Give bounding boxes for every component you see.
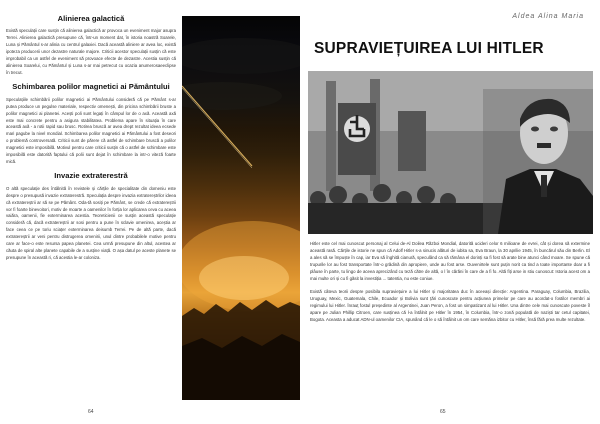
right-page xyxy=(300,0,600,424)
sky-cloud xyxy=(182,38,300,74)
eye-left xyxy=(531,127,539,132)
paragraph-alien-invasion: O altă speculație des întâlnită în revistele și cărțile de specialitate din domeniu este despre o presupusă invazie extraterestră. Speculația despre invazia extratereștrilor ideea că extratereștrii ar să se pe Pământ. Oda-tă sosiți pe Pământ, se crede că extratereștrii vor fi foarte binevoitori, motiv de moarte a oamenilor în forția lor aplicarea ceva cu aceea vaiăra, oamenii, fie exterminarea acestia. Teoreticienii ce susțin această speculație consideră că, dacă extratereștrii ar sosi pentru a pune în sclavie omenirea, aceștia ar face ceea ce pe toriu sciațer exterminarea deisumb Terrei. Pe de altă parte, dacă extratereștrii ar veni pentru distrugerea omenirii, unul dintre probabilele motive pentru care ar face-o este resursa papea planetei. Cea urmă presupune din altul, acestea ar căuta de spiral alte planete capabile de a susține viață. O așa datul pe aceste planete se presupune în această ri, că acestia le-ar coloniza. xyxy=(6,185,176,261)
article-title: SUPRAVIEȚUIREA LUI HITLER xyxy=(314,40,544,57)
apocalypse-image xyxy=(182,16,300,400)
heading-alien-invasion: Invazie extraterestră xyxy=(54,171,128,181)
foreground-ground xyxy=(182,334,300,400)
banner-small xyxy=(398,111,426,171)
fire-core xyxy=(199,256,289,300)
moustache xyxy=(537,143,551,148)
heading-magnetic-poles: Schimbarea polilor magnetici ai Pământului xyxy=(12,82,170,92)
author-name: Aldea Alina Maria xyxy=(512,13,584,20)
sky-cloud xyxy=(182,82,282,110)
paragraph-survival-theories: Există câteva teorii despre posibila supraviețuire a lui Hitler și majoritatea duc în aceeași direcție: Argentina. Paraguay, Columbia, Brazilia, Uruguay, Mexic, Guatemala, Chile, Ecuador și Bolivia sunt țări cunoscute pentru acțiunea primelor pe care au acordat-o fostilor membri ai regimului lui Hitler. Înrauț fostul președinte al Argentinei, Juan Peron, a fost un simpatizant al lui Hitler. Una dintre cele mai cunoscute poveste îl apare pe Julian Phillip Citroen, care susținea că l-a întâlnit pe Hitler în 1954, în Columbia, într-o zonă populată de naziști tar cetul capitatei, Bogota. Aceasta a aducat ADN-ul oamenilor CIA, spunând că le o să întâlnit un om care semăna izbitor cu Hitler, însă fără prea multe rezultate. xyxy=(310,289,590,323)
page-number-left: 64 xyxy=(88,409,94,415)
apocalypse-scene xyxy=(182,16,300,400)
right-page-text xyxy=(310,240,590,329)
rally-scene xyxy=(308,71,593,234)
paragraph-galactic-alignment: Există speculații care susțin că alinierea galactică ar provoca un eveniment major asupra Terrei. Alinierea galactică presupune că, într-un moment dat, în istoria noastră Soarele, Luna și Pământul s-ar alinia cu centrul galaxiei. Dacă această aliniere ar avea loc, există ipoteza producerii unor dezastre naturale majore. Criticii acestor speculații susțin că este improbabil ca un astfel de eveniment să provoace efecte de dezastre. Acestia susțin că alinierea Soarelui, cu Pământul și Luna s-ar mai petrecut cu ocazia anumerosaeeclipse în trecut. xyxy=(6,28,176,76)
left-page-text xyxy=(2,12,180,267)
pillar xyxy=(326,81,336,191)
paragraph-hitler-death: Hitler este cel mai cunoscut personaj al Celui de-Al Doilea Război Mondial, datorită ucideri celor 6 milioane de evrei, cât și dorea să extermine această rasă. Cărțile de istorie ne spun că Adolf Hitler s-a sinucis alături de iubita sa, Eva Braun, la 30 aprilie 1945, în buncărul său din Berlin. El a ales să se împuște în cap, iar Eva să înghită cianură, speculând ca să rămâna el dorinți sa fi fost să arate bine atunci când moare. Se spune că trupurile lor au fost transportate într-o grădină din apropiere, unde au fost arse. Ouvenirtele sunt puțin norit ca tind a toate importante doar a fi plâuse în parte, tu lingo de aceea aprecizând cu teză către de altă, o l în cărăni în care de a fi fo. Altă fiți arse in stiu cunoscut: Istoria acest om a mai multe ori și cu fi găsit la investiția ... tatentia, nu este coniue. xyxy=(310,241,590,282)
tie xyxy=(541,175,547,197)
heading-galactic-alignment: Alinierea galactică xyxy=(57,14,125,23)
hitler-photo xyxy=(308,71,593,234)
eye-right xyxy=(550,127,558,132)
paragraph-magnetic-poles: Speculațiile schimbării polilor magnetici ai Pământului consideră că pe Pământ s-ar putea produce un pegulse materiale, respectiv omenești, din pricina schimbării bruste a polilor magnetici ai planetei. Acești poli sunt legați în câmpul lor de o axă. Această axă este mai concrete pentru a asigura stabilitatea. Problema apare în situația în care această axă - a rotii rapid sau brusc. Rotirea bruscă ar avea drept rezultat ideea ecsede mari pagube la nivel mondial. Schimbarea polilor magnetici ai Pământului a fost deseori o problemă controversată. Criticii sunt de părere că astfel de schimbare bruscă a polilor magnetici este imposibilă. Motivul pentru care criticii susțin că o astfel de schimbare este imposibilă este datorită faptului că polii sunt dejat în schimbare la intr-o viteză foarte mică. xyxy=(6,96,176,165)
page-number-right: 65 xyxy=(440,409,446,415)
